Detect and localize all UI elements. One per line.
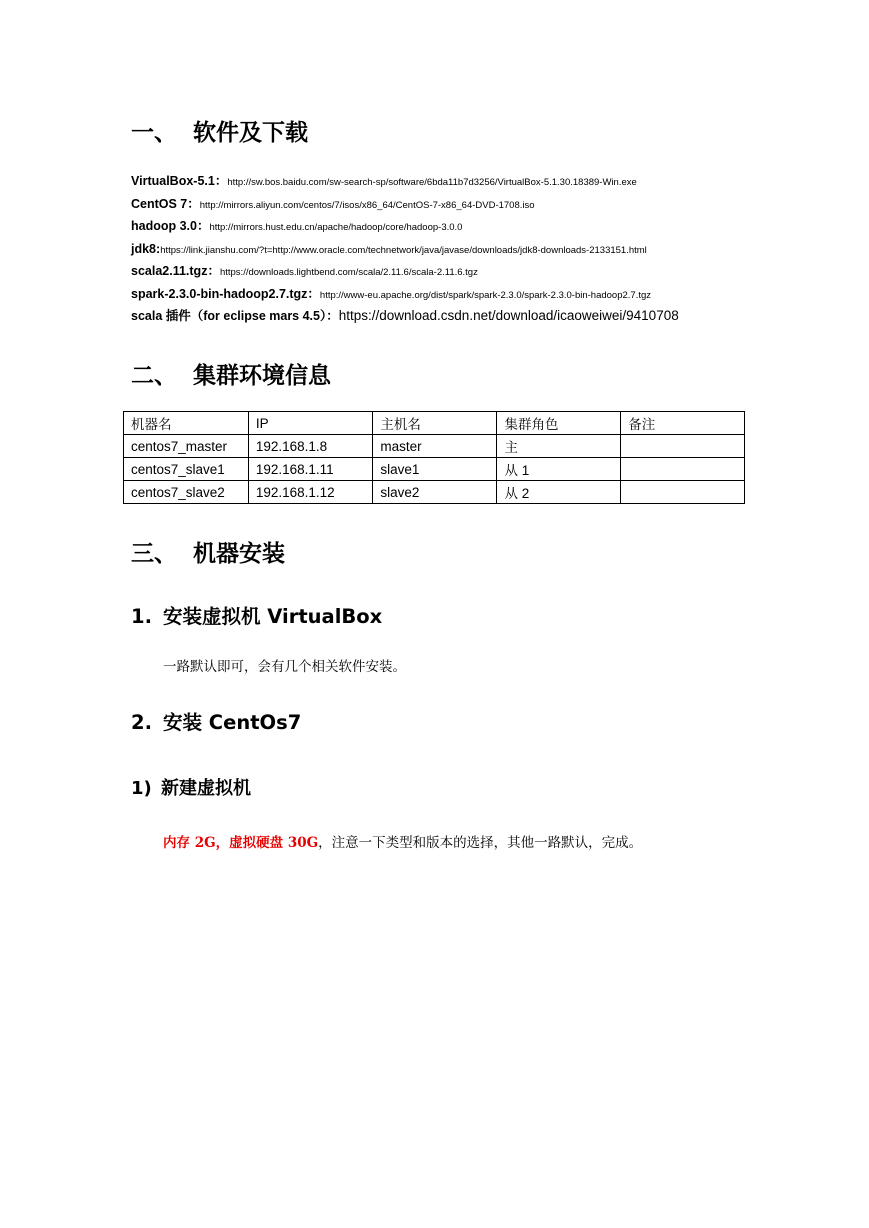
download-label: CentOS 7：	[131, 196, 200, 211]
table-cell	[621, 458, 745, 481]
step-number: 2.	[131, 711, 152, 734]
table-cell: centos7_slave2	[124, 481, 249, 504]
download-label: jdk8:	[131, 241, 161, 256]
table-cell	[621, 481, 745, 504]
table-header-cell: 机器名	[124, 412, 249, 435]
download-link[interactable]: https://download.csdn.net/download/icaoweiwei/9410708	[338, 308, 679, 323]
paragraph-virtualbox: 一路默认即可，会有几个相关软件安装。	[163, 659, 406, 675]
substep-title: 新建虚拟机	[161, 778, 251, 799]
section-number: 二、	[131, 363, 177, 389]
table-header-row	[124, 412, 745, 435]
highlight-text: 内存 2G，虚拟硬盘 30G	[163, 835, 319, 851]
download-label: VirtualBox-5.1：	[131, 174, 228, 188]
section-heading-install	[131, 535, 285, 568]
download-link[interactable]: https://link.jianshu.com/?t=http://www.oracle.com/technetwork/java/javase/downloads/jdk8-downloads-2133151.html	[160, 244, 647, 256]
table-header-cell: 主机名	[373, 412, 497, 435]
section-title: 集群环境信息	[193, 363, 331, 389]
download-item	[131, 170, 851, 193]
table-cell	[621, 435, 745, 458]
download-item	[131, 283, 851, 306]
table-cell: 192.168.1.11	[248, 458, 373, 481]
section-title: 软件及下载	[193, 120, 308, 146]
download-item	[131, 305, 851, 328]
download-item	[131, 260, 851, 283]
table-row	[124, 481, 745, 504]
download-link[interactable]: https://downloads.lightbend.com/scala/2.11.6/scala-2.11.6.tgz	[219, 267, 478, 278]
substep-heading-new-vm	[131, 774, 251, 800]
table-header-cell: 备注	[621, 412, 745, 435]
download-label: scala 插件（for eclipse mars 4.5）：	[131, 309, 339, 323]
section-number: 三、	[131, 541, 177, 567]
download-link[interactable]: http://www-eu.apache.org/dist/spark/spark-2.3.0/spark-2.3.0-bin-hadoop2.7.tgz	[319, 289, 652, 301]
cluster-info-table	[123, 411, 745, 504]
download-item	[131, 193, 851, 216]
download-label: hadoop 3.0：	[131, 219, 210, 233]
table-cell: 从 2	[497, 481, 621, 504]
table-cell: master	[373, 435, 497, 458]
table-cell: centos7_slave1	[124, 458, 249, 481]
section-heading-cluster	[131, 357, 331, 390]
step-number: 1.	[131, 605, 152, 628]
table-header-cell: IP	[248, 412, 373, 435]
table-cell: centos7_master	[124, 435, 249, 458]
table-cell: 192.168.1.12	[248, 481, 373, 504]
download-label: spark-2.3.0-bin-hadoop2.7.tgz：	[131, 286, 320, 301]
table-cell: 192.168.1.8	[248, 435, 373, 458]
section-number: 一、	[131, 120, 177, 146]
table-row	[124, 435, 745, 458]
download-link[interactable]: http://mirrors.hust.edu.cn/apache/hadoop/core/hadoop-3.0.0	[209, 222, 463, 233]
download-label: scala2.11.tgz：	[131, 264, 220, 278]
step-title: 安装 CentOs7	[163, 711, 302, 734]
download-link[interactable]: http://mirrors.aliyun.com/centos/7/isos/x86_64/CentOS-7-x86_64-DVD-1708.iso	[199, 199, 535, 211]
table-cell: slave2	[373, 481, 497, 504]
step-heading-centos	[131, 707, 301, 735]
step-heading-virtualbox	[131, 601, 382, 629]
download-link[interactable]: http://sw.bos.baidu.com/sw-search-sp/software/6bda11b7d3256/VirtualBox-5.1.30.18389-Win.exe	[227, 177, 637, 188]
section-title: 机器安装	[193, 541, 285, 567]
paragraph-new-vm	[163, 831, 642, 851]
download-item	[131, 238, 851, 261]
table-header-cell: 集群角色	[497, 412, 621, 435]
body-text: ，注意一下类型和版本的选择，其他一路默认，完成。	[318, 835, 643, 851]
substep-number: 1)	[131, 778, 152, 799]
table-cell: 主	[497, 435, 621, 458]
section-heading-software	[131, 114, 308, 147]
table-row	[124, 458, 745, 481]
download-item	[131, 215, 851, 238]
download-list	[131, 170, 851, 328]
table-cell: 从 1	[497, 458, 621, 481]
step-title: 安装虚拟机 VirtualBox	[163, 605, 383, 628]
table-cell: slave1	[373, 458, 497, 481]
